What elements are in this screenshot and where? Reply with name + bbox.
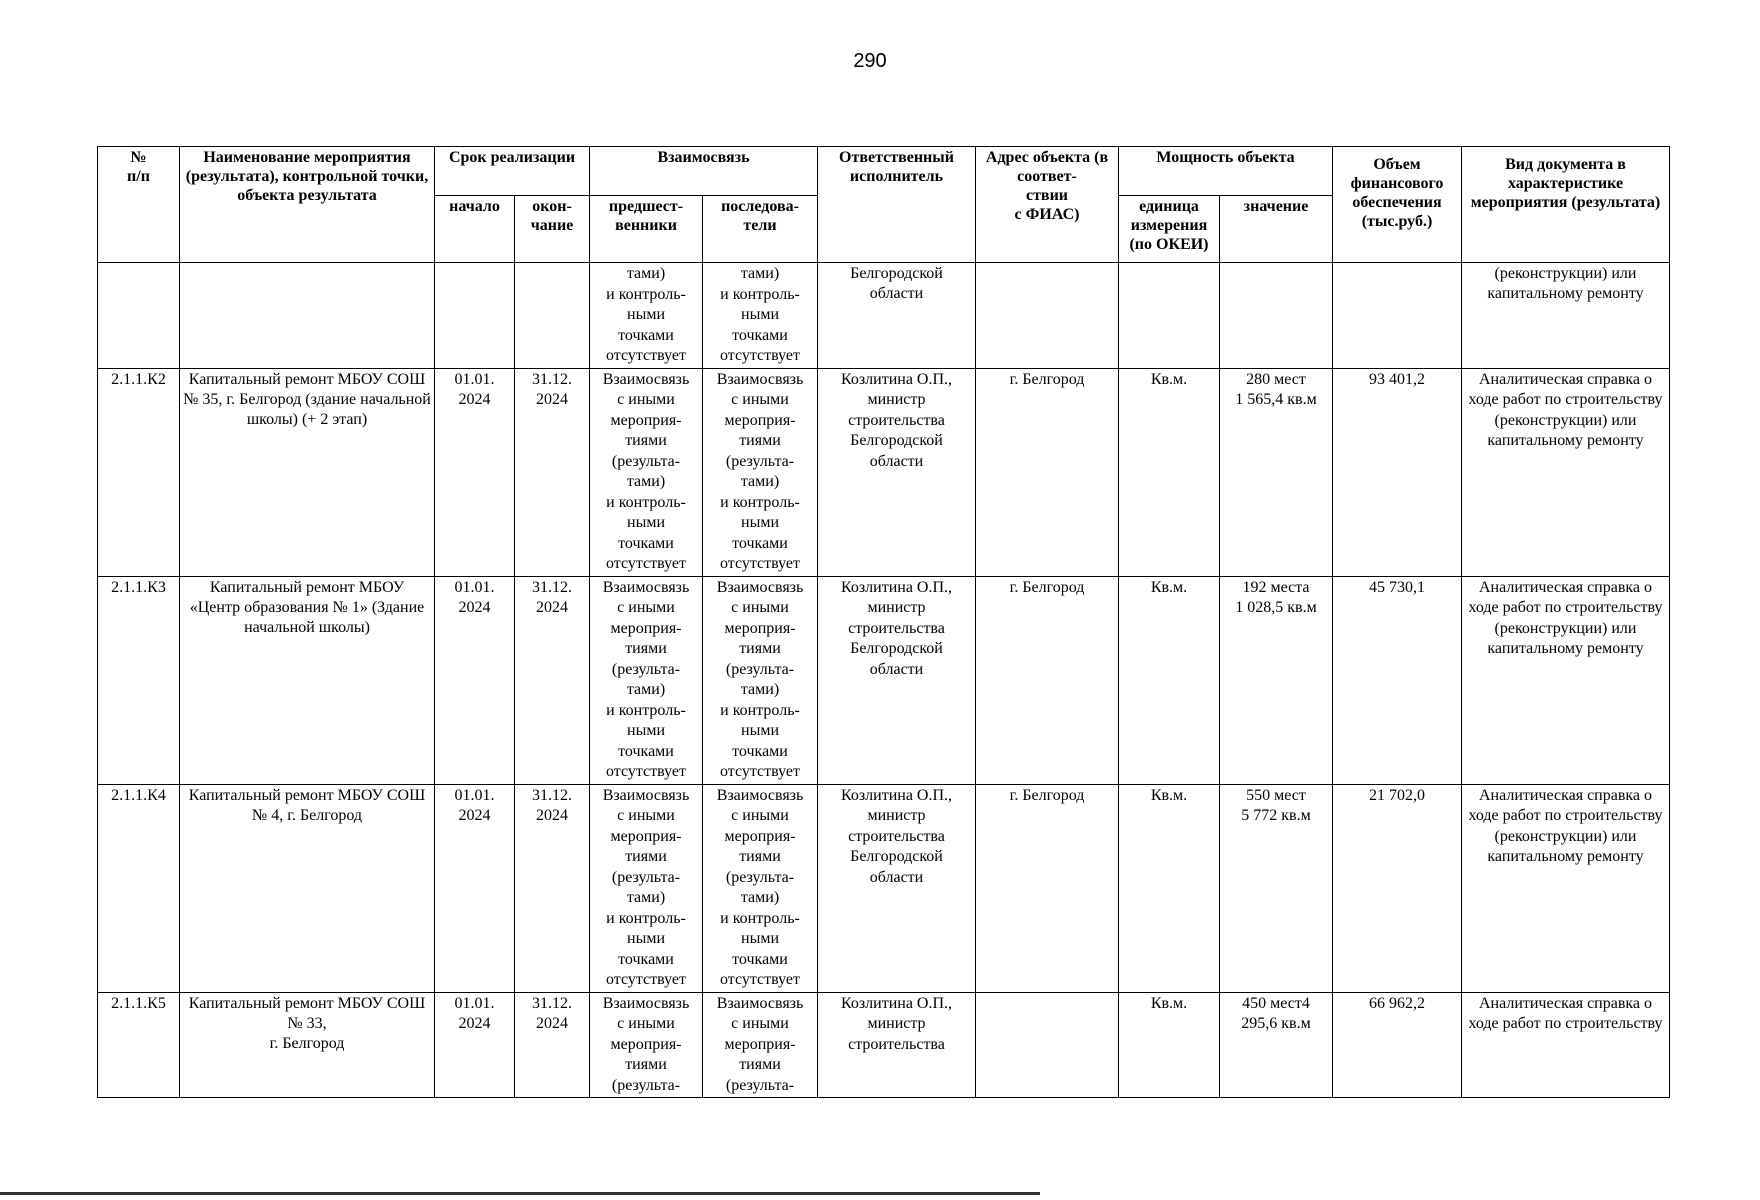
- cell-finance: 21 702,0: [1333, 784, 1462, 992]
- cell-finance: 93 401,2: [1333, 368, 1462, 576]
- cell-name: Капитальный ремонт МБОУ СОШ № 4, г. Белгород: [180, 784, 435, 992]
- cell-responsible: Козлитина О.П., министр строительства Белгородской области: [818, 576, 976, 784]
- table-row-continuation: [98, 263, 1670, 369]
- header-relation: Взаимосвязь: [590, 147, 818, 196]
- cell-value: 192 места 1 028,5 кв.м: [1220, 576, 1333, 784]
- table-row: [98, 368, 1670, 576]
- header-relation-succ: последова- тели: [703, 196, 818, 263]
- table-row: [98, 784, 1670, 992]
- header-term: Срок реализации: [435, 147, 590, 196]
- header-term-end: окон- чание: [515, 196, 590, 263]
- cell-document: Аналитическая справка о ходе работ по строительству: [1462, 992, 1670, 1098]
- cell-predecessors: тами) и контроль- ными точками отсутствует: [590, 263, 703, 369]
- cell-unit: Кв.м.: [1119, 368, 1220, 576]
- cell-document: Аналитическая справка о ходе работ по строительству (реконструкции) или капитальному ремонту: [1462, 784, 1670, 992]
- cell-unit: Кв.м.: [1119, 576, 1220, 784]
- cell-document: Аналитическая справка о ходе работ по строительству (реконструкции) или капитальному ремонту: [1462, 368, 1670, 576]
- cell-predecessors: Взаимосвязь с иными мероприя- тиями (результа- тами) и контроль- ными точками отсутствует: [590, 784, 703, 992]
- cell-num: 2.1.1.К3: [98, 576, 180, 784]
- cell-value: 450 мест4 295,6 кв.м: [1220, 992, 1333, 1098]
- cell-unit: Кв.м.: [1119, 784, 1220, 992]
- header-capacity-value: значение: [1220, 196, 1333, 263]
- header-relation-pred: предшест- венники: [590, 196, 703, 263]
- cell-value: [1220, 263, 1333, 369]
- cell-responsible: Козлитина О.П., министр строительства Белгородской области: [818, 784, 976, 992]
- cell-successors: Взаимосвязь с иными мероприя- тиями (результа- тами) и контроль- ными точками отсутствует: [703, 576, 818, 784]
- program-table: [97, 146, 1670, 1098]
- cell-end: [515, 263, 590, 369]
- header-name: Наименование мероприятия (результата), контрольной точки, объекта результата: [180, 147, 435, 263]
- cell-finance: [1333, 263, 1462, 369]
- header-capacity: Мощность объекта: [1119, 147, 1333, 196]
- cell-address: [976, 992, 1119, 1098]
- cell-predecessors: Взаимосвязь с иными мероприя- тиями (результа- тами) и контроль- ными точками отсутствует: [590, 368, 703, 576]
- cell-document: Аналитическая справка о ходе работ по строительству (реконструкции) или капитальному ремонту: [1462, 576, 1670, 784]
- cell-name: Капитальный ремонт МБОУ СОШ № 35, г. Белгород (здание начальной школы) (+ 2 этап): [180, 368, 435, 576]
- header-responsible: Ответственный исполнитель: [818, 147, 976, 263]
- cell-responsible: Козлитина О.П., министр строительства Белгородской области: [818, 368, 976, 576]
- cell-end: 31.12. 2024: [515, 368, 590, 576]
- cell-predecessors: Взаимосвязь с иными мероприя- тиями (результа- тами) и контроль- ными точками отсутствует: [590, 576, 703, 784]
- cell-responsible: Белгородской области: [818, 263, 976, 369]
- header-document: Вид документа в характеристике мероприятия (результата): [1462, 147, 1670, 263]
- header-num: № п/п: [98, 147, 180, 263]
- cell-successors: Взаимосвязь с иными мероприя- тиями (результа- тами) и контроль- ными точками отсутствует: [703, 784, 818, 992]
- cell-num: 2.1.1.К2: [98, 368, 180, 576]
- table-row: [98, 576, 1670, 784]
- page-bottom-edge: [0, 1192, 1040, 1195]
- header-term-start: начало: [435, 196, 515, 263]
- cell-start: 01.01. 2024: [435, 368, 515, 576]
- cell-start: 01.01. 2024: [435, 992, 515, 1098]
- cell-value: 280 мест 1 565,4 кв.м: [1220, 368, 1333, 576]
- cell-unit: Кв.м.: [1119, 992, 1220, 1098]
- cell-document: (реконструкции) или капитальному ремонту: [1462, 263, 1670, 369]
- cell-name: Капитальный ремонт МБОУ СОШ № 33, г. Белгород: [180, 992, 435, 1098]
- cell-address: г. Белгород: [976, 576, 1119, 784]
- cell-num: 2.1.1.К5: [98, 992, 180, 1098]
- cell-value: 550 мест 5 772 кв.м: [1220, 784, 1333, 992]
- cell-finance: 66 962,2: [1333, 992, 1462, 1098]
- header-finance: Объем финансового обеспечения (тыс.руб.): [1333, 147, 1462, 263]
- table-row: [98, 992, 1670, 1098]
- cell-address: г. Белгород: [976, 784, 1119, 992]
- cell-finance: 45 730,1: [1333, 576, 1462, 784]
- cell-address: г. Белгород: [976, 368, 1119, 576]
- cell-end: 31.12. 2024: [515, 992, 590, 1098]
- cell-name: Капитальный ремонт МБОУ «Центр образования № 1» (Здание начальной школы): [180, 576, 435, 784]
- cell-successors: Взаимосвязь с иными мероприя- тиями (результа- тами) и контроль- ными точками отсутствует: [703, 368, 818, 576]
- cell-start: [435, 263, 515, 369]
- cell-name: [180, 263, 435, 369]
- header-address: Адрес объекта (в соответ- ствии с ФИАС): [976, 147, 1119, 263]
- cell-start: 01.01. 2024: [435, 576, 515, 784]
- cell-unit: [1119, 263, 1220, 369]
- cell-num: [98, 263, 180, 369]
- header-capacity-unit: единица измерения (по ОКЕИ): [1119, 196, 1220, 263]
- cell-successors: тами) и контроль- ными точками отсутствует: [703, 263, 818, 369]
- cell-successors: Взаимосвязь с иными мероприя- тиями (результа-: [703, 992, 818, 1098]
- cell-start: 01.01. 2024: [435, 784, 515, 992]
- cell-end: 31.12. 2024: [515, 784, 590, 992]
- cell-num: 2.1.1.К4: [98, 784, 180, 992]
- page-number: 290: [853, 50, 887, 72]
- cell-address: [976, 263, 1119, 369]
- cell-responsible: Козлитина О.П., министр строительства: [818, 992, 976, 1098]
- cell-predecessors: Взаимосвязь с иными мероприя- тиями (результа-: [590, 992, 703, 1098]
- cell-end: 31.12. 2024: [515, 576, 590, 784]
